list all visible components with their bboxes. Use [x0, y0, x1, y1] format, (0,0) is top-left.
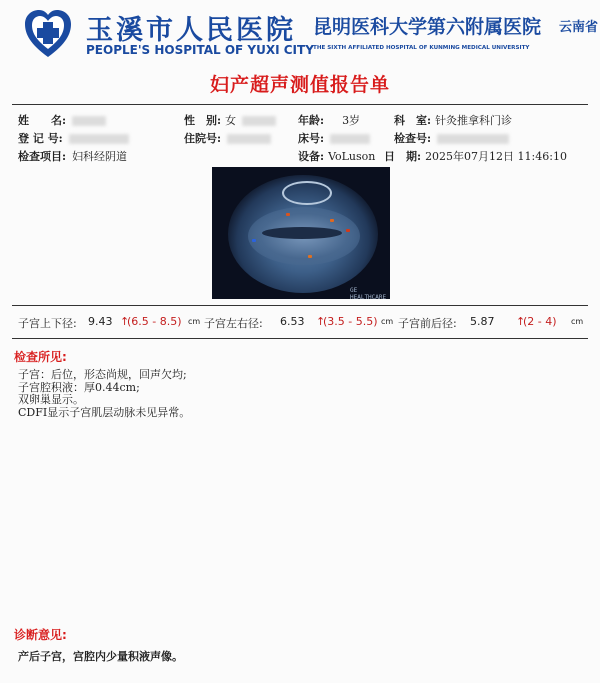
device-label: 设备: — [298, 150, 325, 163]
redacted-bed — [330, 134, 370, 144]
measure-length-label: 子宫上下径: — [18, 317, 77, 330]
dept-value: 针灸推拿科门诊 — [435, 114, 513, 127]
device-value: VoLuson — [328, 150, 376, 163]
measure-width-label: 子宫左右径: — [204, 317, 263, 330]
measure-length-flag: ↑ — [120, 315, 130, 328]
findings-line: 子宫：后位，形态尚规，回声欠均; — [18, 368, 187, 381]
redacted-register — [69, 134, 129, 144]
sex-value: 女 — [225, 114, 237, 127]
sex-field — [184, 112, 276, 128]
bed-label: 床号: — [298, 132, 325, 145]
findings-text — [18, 369, 190, 419]
findings-line: CDFI显示子宫肌层动脉未见异常。 — [18, 405, 191, 419]
sex-label: 性 别: — [184, 114, 222, 127]
ultrasound-image — [212, 167, 390, 299]
image-watermark: GE HEALTHCARE — [350, 287, 387, 299]
measure-depth-value: 5.87 — [470, 315, 495, 328]
divider-top — [12, 104, 588, 105]
redacted-inpatient — [227, 134, 271, 144]
redacted-name — [72, 116, 106, 126]
measure-width-range: (3.5 - 5.5) — [323, 315, 378, 328]
name-label: 姓 名: — [18, 114, 67, 127]
inpatient-field — [184, 130, 271, 146]
hospital-name-cn: 玉溪市人民医院 — [86, 15, 296, 46]
register-field — [18, 130, 129, 146]
measure-width-value: 6.53 — [280, 315, 305, 328]
register-label: 登 记 号: — [18, 132, 63, 145]
measure-depth-range: (2 - 4) — [523, 315, 557, 328]
dept-label: 科 室: — [394, 114, 432, 127]
dept-field — [394, 112, 512, 128]
age-field — [298, 112, 360, 128]
bed-field — [298, 130, 370, 146]
date-field — [384, 148, 567, 164]
measure-width-unit: cm — [381, 317, 394, 326]
exam-item-label: 检查项目: — [18, 150, 67, 163]
exam-no-label: 检查号: — [394, 132, 432, 145]
divider-image — [12, 305, 588, 306]
exam-item-value: 妇科经阴道 — [72, 150, 128, 163]
findings-line: 子宫腔积液：厚0.44cm; — [18, 380, 140, 394]
doppler-flow-dot — [252, 239, 256, 242]
redacted-exam-no — [437, 134, 509, 144]
university-name-en: THE SIXTH AFFILIATED HOSPITAL OF KUNMING MEDICAL UNIVERSITY — [313, 45, 530, 51]
date-value: 2025年07月12日 11:46:10 — [425, 150, 567, 163]
doppler-flow-dot — [330, 219, 334, 222]
doppler-flow-dot — [286, 213, 290, 216]
hospital-name-en: PEOPLE'S HOSPITAL OF YUXI CITY — [86, 43, 314, 57]
divider-measurements — [12, 338, 588, 339]
measure-length-range: (6.5 - 8.5) — [127, 315, 182, 328]
doppler-flow-dot — [308, 255, 312, 258]
measure-depth-unit: cm — [571, 317, 584, 326]
report-title: 妇产超声测值报告单 — [209, 74, 390, 96]
name-field — [18, 112, 106, 128]
uterine-cavity — [262, 227, 342, 239]
report-header — [0, 0, 600, 64]
redacted-sex-extra — [242, 116, 276, 126]
inpatient-label: 住院号: — [184, 132, 222, 145]
measure-depth-flag: ↑ — [516, 315, 526, 328]
province-label: 云南省 — [559, 20, 599, 35]
university-name-cn: 昆明医科大学第六附属医院 — [313, 16, 542, 38]
measure-depth-label: 子宫前后径: — [398, 317, 457, 330]
exam-item-field — [18, 148, 127, 164]
hospital-logo-icon — [22, 8, 74, 60]
measure-length-value: 9.43 — [88, 315, 113, 328]
findings-line: 双卵巢显示。 — [18, 393, 84, 406]
doppler-flow-dot — [346, 229, 350, 232]
diagnosis-heading: 诊断意见: — [14, 628, 67, 642]
age-value: 3岁 — [342, 114, 361, 127]
date-label: 日 期: — [384, 150, 422, 163]
patient-info — [0, 110, 600, 164]
bladder-outline — [282, 181, 332, 205]
exam-no-field — [394, 130, 509, 146]
measure-width-flag: ↑ — [316, 315, 326, 328]
diagnosis-text: 产后子宫，宫腔内少量积液声像。 — [18, 650, 183, 663]
device-field — [298, 148, 375, 164]
measure-length-unit: cm — [188, 317, 201, 326]
age-label: 年龄: — [298, 114, 325, 127]
findings-heading: 检查所见: — [14, 350, 67, 364]
